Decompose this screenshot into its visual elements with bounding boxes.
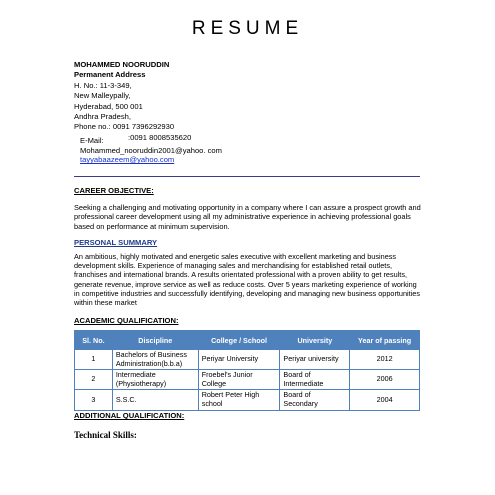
column-header: Year of passing <box>350 331 420 350</box>
address-line: H. No.: 11-3-349, <box>74 80 132 90</box>
table-cell: Bachelors of Business Administration(b.b.a) <box>112 350 198 370</box>
additional-qualification-heading: ADDITIONAL QUALIFICATION: <box>74 411 185 420</box>
table-cell: Robert Peter High school <box>198 390 280 410</box>
table-cell: 3 <box>75 390 113 410</box>
address-line: New Malleypally, <box>74 91 131 101</box>
phone-secondary: :0091 8008535620 <box>128 132 192 142</box>
column-header: Sl. No. <box>75 331 113 350</box>
career-objective-heading: CAREER OBJECTIVE: <box>74 186 154 195</box>
table-cell: 2004 <box>350 390 420 410</box>
column-header: University <box>280 331 350 350</box>
column-header: College / School <box>198 331 280 350</box>
table-row <box>75 350 420 370</box>
table-header-row <box>75 331 420 350</box>
table-cell: 2012 <box>350 350 420 370</box>
technical-skills-heading: Technical Skills: <box>74 430 137 440</box>
table-row <box>75 370 420 390</box>
table-cell: Froebel's Junior College <box>198 370 280 390</box>
table-cell: Board of Secondary <box>280 390 350 410</box>
column-header: Discipline <box>112 331 198 350</box>
career-objective-text: Seeking a challenging and motivating opportunity in a company where I can assure a prospect growth and professional career development using all my administrative experience in achieving professional goals based on performance at minimum supervision. <box>74 203 421 231</box>
address-line: Andhra Pradesh, <box>74 112 131 122</box>
academic-table <box>74 330 420 411</box>
email-primary: Mohammed_nooruddin2001@yahoo. com <box>80 145 222 155</box>
table-row <box>75 390 420 410</box>
phone-primary: Phone no.: 0091 7396292930 <box>74 122 175 132</box>
section-divider <box>74 176 420 177</box>
page-title: RESUME <box>191 18 304 39</box>
table-cell: 1 <box>75 350 113 370</box>
email-secondary-link[interactable]: tayyabaazeem@yahoo.com <box>80 155 175 165</box>
email-block <box>80 136 222 165</box>
candidate-name: MOHAMMED NOORUDDIN <box>74 60 170 69</box>
academic-heading: ACADEMIC QUALIFICATION: <box>74 316 179 325</box>
table-cell: S.S.C. <box>112 390 198 410</box>
contact-block <box>74 60 191 143</box>
table-cell: 2 <box>75 370 113 390</box>
table-cell: Intermediate (Physiotherapy) <box>112 370 198 390</box>
email-label: E-Mail: <box>80 136 104 145</box>
address-line: Hyderabad, 500 001 <box>74 101 143 111</box>
table-cell: Periyar University <box>198 350 280 370</box>
table-cell: 2006 <box>350 370 420 390</box>
personal-summary-heading: PERSONAL SUMMARY <box>74 238 158 247</box>
personal-summary-text: An ambitious, highly motivated and energetic sales executive with excellent marketing and business development skills. Experience of managing sales and merchandising for established retail outlets, franchises and international brands. A results orientated professional with a proven ability to get results, generate revenue, improve service as well as reduce costs. Over 5 years marketing experience of working in competitive industries and successfully identifying, developing and managing new business opportunities within these market <box>74 252 420 308</box>
table-cell: Periyar university <box>280 350 350 370</box>
address-label: Permanent Address <box>74 70 146 80</box>
table-cell: Board of Intermediate <box>280 370 350 390</box>
